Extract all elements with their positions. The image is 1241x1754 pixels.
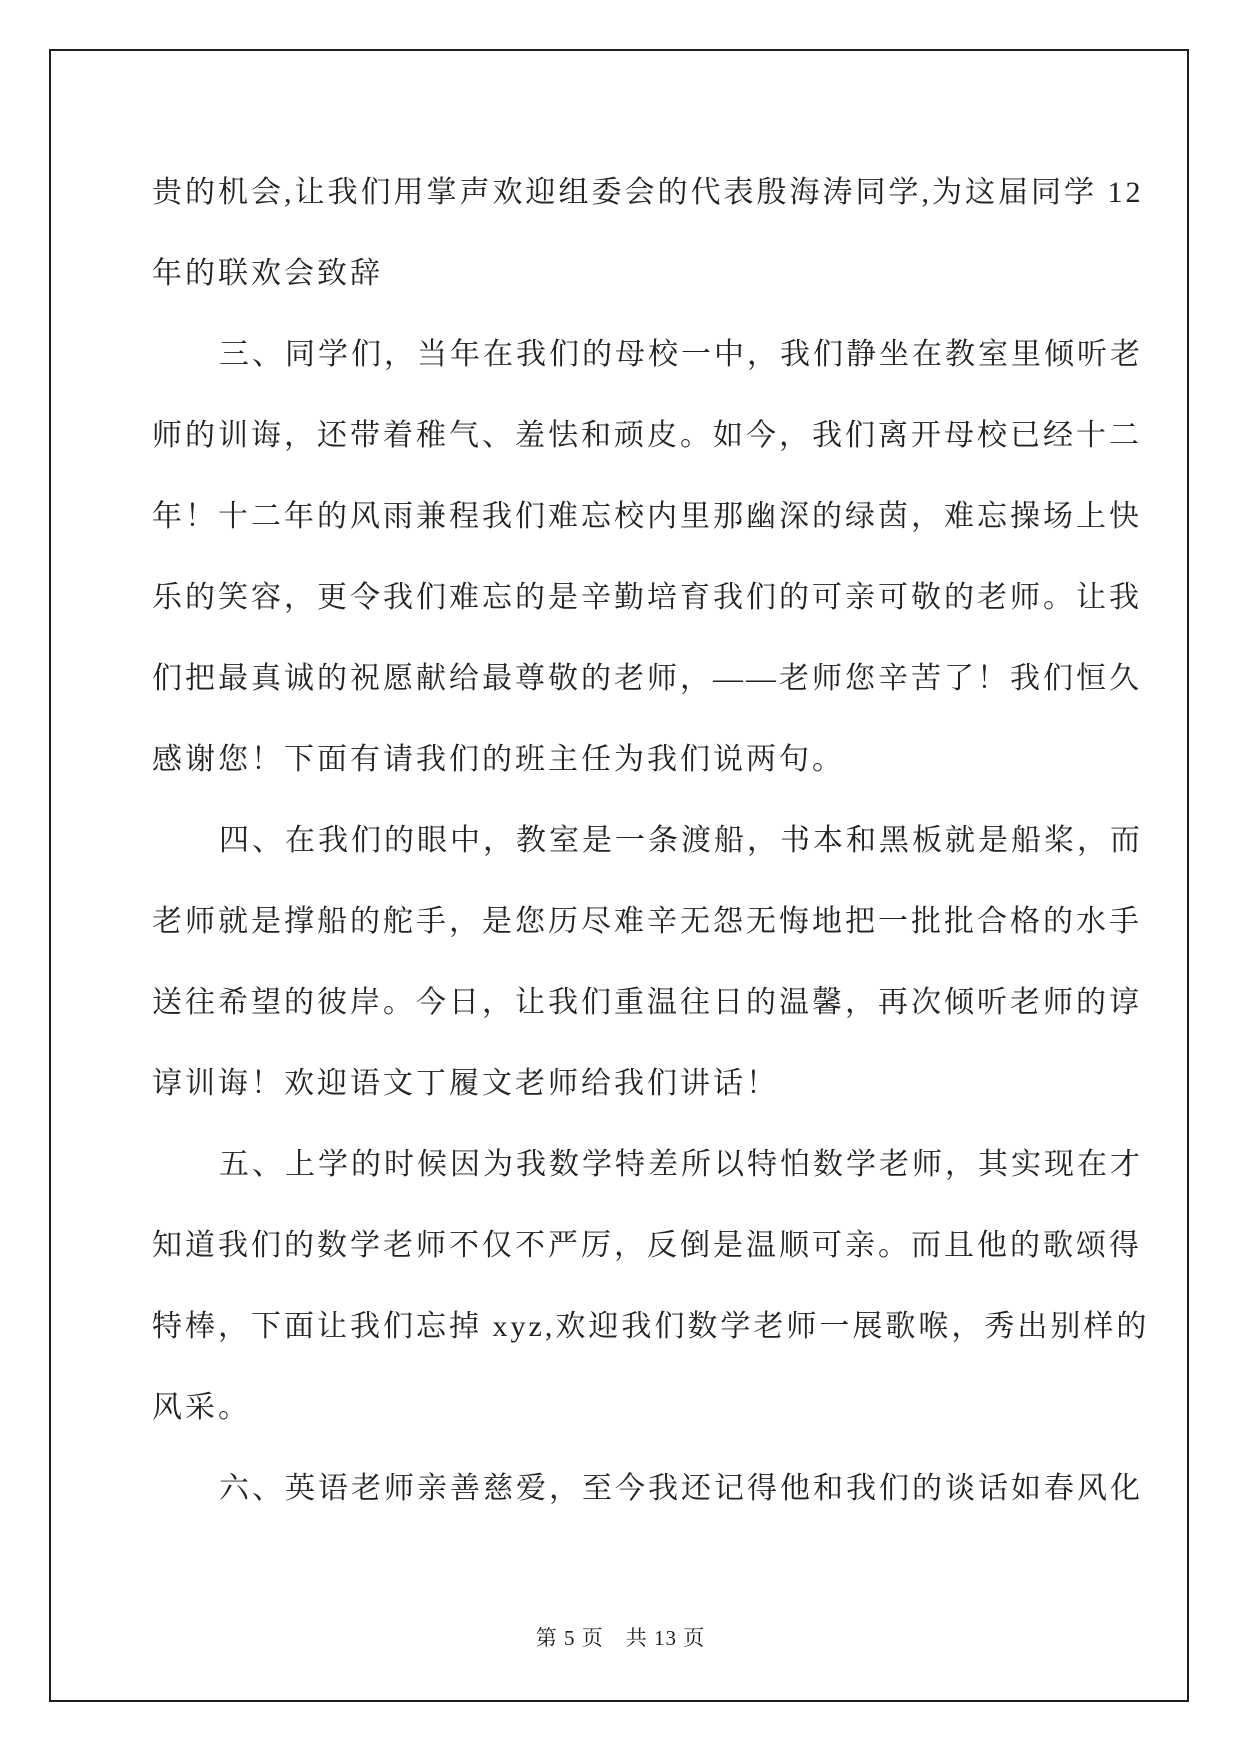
- text-block: [152, 152, 1150, 1529]
- text-line: 贵的机会,让我们用掌声欢迎组委会的代表殷海涛同学,为这届同学 12: [152, 176, 1144, 209]
- text-line: 年的联欢会致辞: [152, 257, 383, 290]
- text-line: 五、上学的时候因为我数学特差所以特怕数学老师，其实现在才: [219, 1148, 1143, 1181]
- text-line: 乐的笑容，更令我们难忘的是辛勤培育我们的可亲可敬的老师。让我: [152, 581, 1142, 614]
- text-line: 年！十二年的风雨兼程我们难忘校内里那幽深的绿茵，难忘操场上快: [152, 500, 1142, 533]
- text-line: 特棒，下面让我们忘掉 xyz,欢迎我们数学老师一展歌喉，秀出别样的: [152, 1310, 1150, 1343]
- text-line: 谆训诲！欢迎语文丁履文老师给我们讲话！: [152, 1067, 779, 1100]
- text-line: 送往希望的彼岸。今日，让我们重温往日的温馨，再次倾听老师的谆: [152, 986, 1142, 1019]
- text-line: 四、在我们的眼中，教室是一条渡船，书本和黑板就是船桨，而: [219, 824, 1143, 857]
- page-footer: [0, 1618, 1241, 1658]
- page-number-label: 第 5 页 共 13 页: [535, 1626, 706, 1650]
- text-line: 三、同学们，当年在我们的母校一中，我们静坐在教室里倾听老: [219, 338, 1143, 371]
- text-line: 老师就是撑船的舵手，是您历尽难辛无怨无悔地把一批批合格的水手: [152, 905, 1142, 938]
- text-line: 六、英语老师亲善慈爱，至今我还记得他和我们的谈话如春风化: [219, 1472, 1143, 1505]
- text-line: 师的训诲，还带着稚气、羞怯和顽皮。如今，我们离开母校已经十二: [152, 419, 1142, 452]
- text-line: 们把最真诚的祝愿献给最尊敬的老师，——老师您辛苦了！我们恒久: [152, 662, 1142, 695]
- text-line: 风采。: [152, 1391, 251, 1424]
- text-line: 知道我们的数学老师不仅不严厉，反倒是温顺可亲。而且他的歌颂得: [152, 1229, 1142, 1262]
- text-line: 感谢您！下面有请我们的班主任为我们说两句。: [152, 743, 845, 776]
